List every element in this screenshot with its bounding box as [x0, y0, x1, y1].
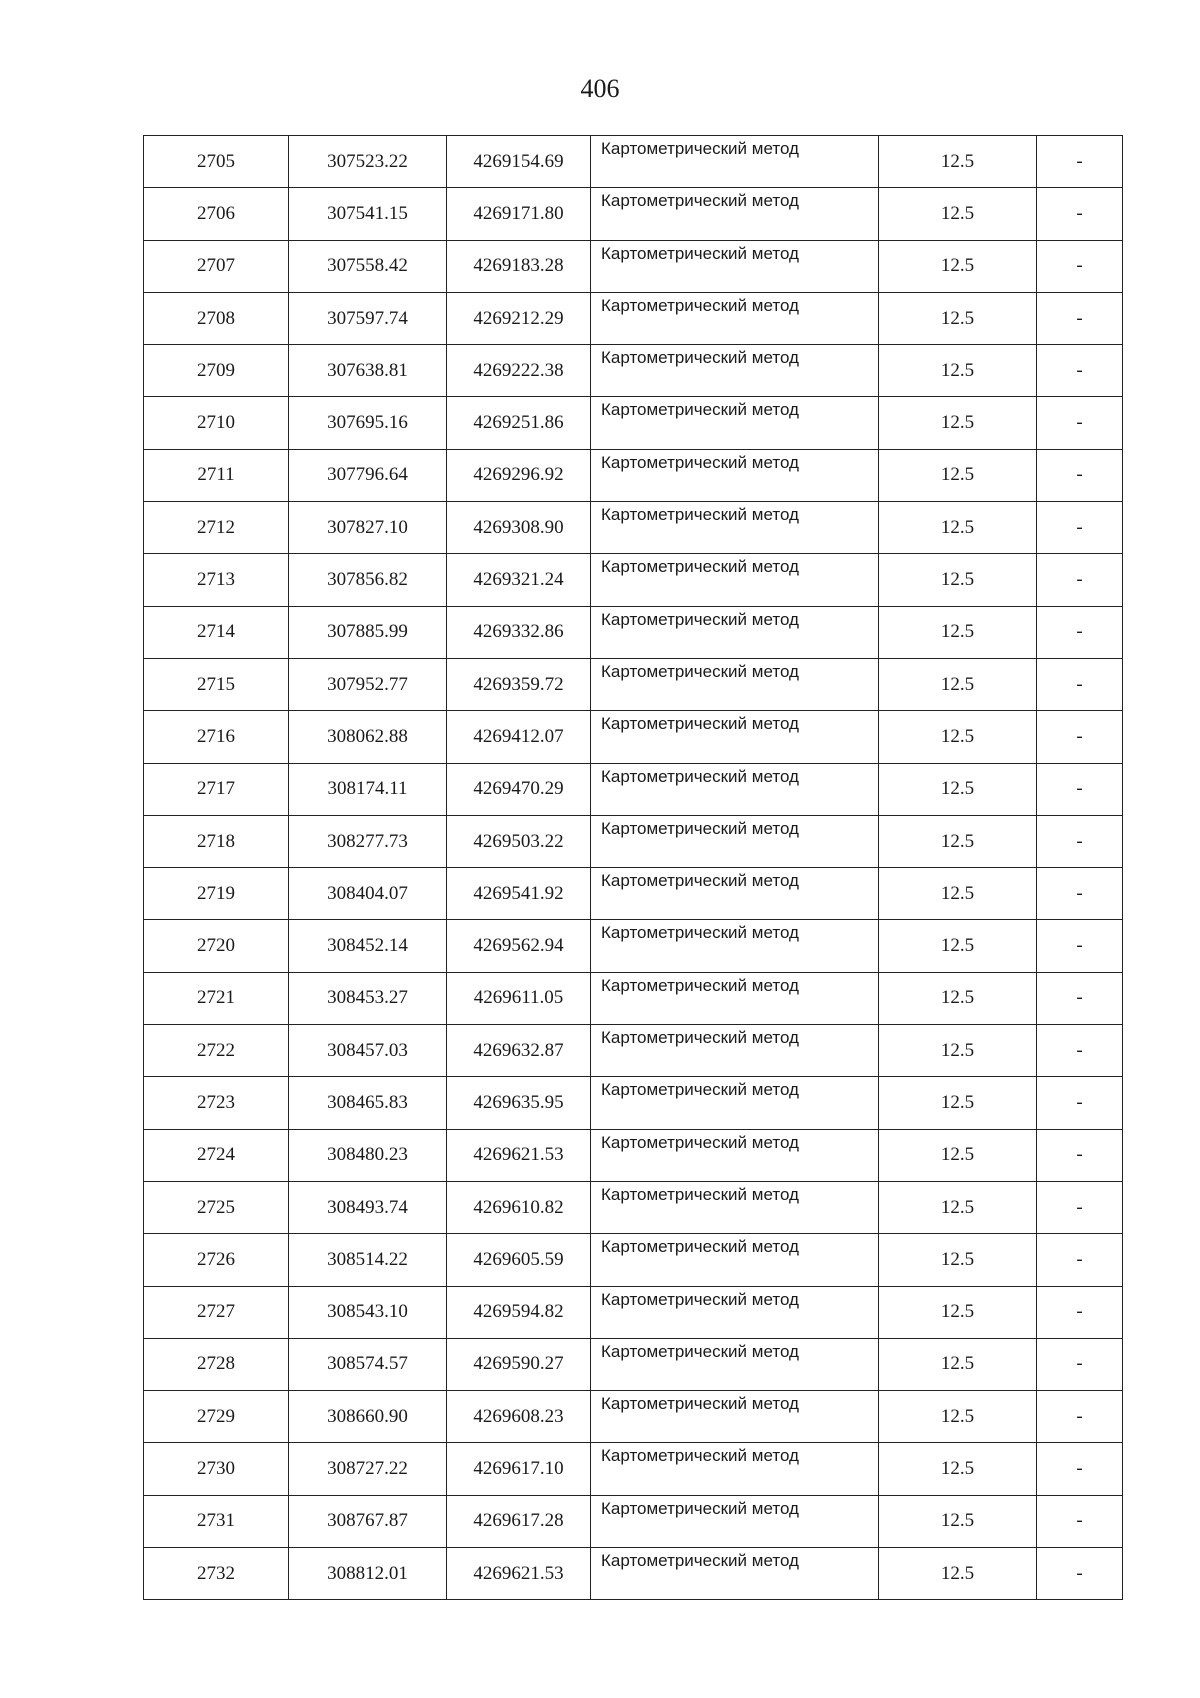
table-row — [144, 240, 1123, 292]
point-number-cell: 2712 — [144, 502, 289, 554]
method-cell: Картометрический метод — [591, 1286, 879, 1338]
y-coordinate-cell: 4269171.80 — [447, 188, 591, 240]
accuracy-cell: 12.5 — [879, 1443, 1037, 1495]
accuracy-cell: 12.5 — [879, 1234, 1037, 1286]
table-row — [144, 502, 1123, 554]
y-coordinate-cell: 4269610.82 — [447, 1181, 591, 1233]
x-coordinate-cell: 307796.64 — [289, 449, 447, 501]
table-row — [144, 397, 1123, 449]
point-number-cell: 2732 — [144, 1548, 289, 1600]
accuracy-cell: 12.5 — [879, 1129, 1037, 1181]
method-cell: Картометрический метод — [591, 345, 879, 397]
table-row — [144, 1025, 1123, 1077]
y-coordinate-cell: 4269541.92 — [447, 868, 591, 920]
note-cell: - — [1037, 292, 1123, 344]
table-row — [144, 920, 1123, 972]
x-coordinate-cell: 308174.11 — [289, 763, 447, 815]
point-number-cell: 2724 — [144, 1129, 289, 1181]
point-number-cell: 2718 — [144, 815, 289, 867]
accuracy-cell: 12.5 — [879, 1548, 1037, 1600]
accuracy-cell: 12.5 — [879, 1025, 1037, 1077]
point-number-cell: 2730 — [144, 1443, 289, 1495]
note-cell: - — [1037, 1391, 1123, 1443]
y-coordinate-cell: 4269296.92 — [447, 449, 591, 501]
x-coordinate-cell: 307695.16 — [289, 397, 447, 449]
method-cell: Картометрический метод — [591, 188, 879, 240]
table-row — [144, 972, 1123, 1024]
point-number-cell: 2720 — [144, 920, 289, 972]
x-coordinate-cell: 307885.99 — [289, 606, 447, 658]
point-number-cell: 2728 — [144, 1338, 289, 1390]
x-coordinate-cell: 308727.22 — [289, 1443, 447, 1495]
accuracy-cell: 12.5 — [879, 815, 1037, 867]
point-number-cell: 2717 — [144, 763, 289, 815]
accuracy-cell: 12.5 — [879, 1077, 1037, 1129]
accuracy-cell: 12.5 — [879, 136, 1037, 188]
point-number-cell: 2715 — [144, 658, 289, 710]
point-number-cell: 2727 — [144, 1286, 289, 1338]
accuracy-cell: 12.5 — [879, 658, 1037, 710]
accuracy-cell: 12.5 — [879, 554, 1037, 606]
note-cell: - — [1037, 815, 1123, 867]
method-cell: Картометрический метод — [591, 449, 879, 501]
accuracy-cell: 12.5 — [879, 188, 1037, 240]
point-number-cell: 2726 — [144, 1234, 289, 1286]
note-cell: - — [1037, 763, 1123, 815]
method-cell: Картометрический метод — [591, 711, 879, 763]
note-cell: - — [1037, 240, 1123, 292]
x-coordinate-cell: 308767.87 — [289, 1495, 447, 1547]
method-cell: Картометрический метод — [591, 763, 879, 815]
table-row — [144, 606, 1123, 658]
x-coordinate-cell: 308574.57 — [289, 1338, 447, 1390]
table-row — [144, 292, 1123, 344]
y-coordinate-cell: 4269621.53 — [447, 1129, 591, 1181]
y-coordinate-cell: 4269590.27 — [447, 1338, 591, 1390]
y-coordinate-cell: 4269332.86 — [447, 606, 591, 658]
note-cell: - — [1037, 1338, 1123, 1390]
point-number-cell: 2731 — [144, 1495, 289, 1547]
y-coordinate-cell: 4269222.38 — [447, 345, 591, 397]
table-row — [144, 815, 1123, 867]
y-coordinate-cell: 4269503.22 — [447, 815, 591, 867]
y-coordinate-cell: 4269183.28 — [447, 240, 591, 292]
note-cell: - — [1037, 868, 1123, 920]
x-coordinate-cell: 308812.01 — [289, 1548, 447, 1600]
y-coordinate-cell: 4269562.94 — [447, 920, 591, 972]
accuracy-cell: 12.5 — [879, 606, 1037, 658]
x-coordinate-cell: 307558.42 — [289, 240, 447, 292]
note-cell: - — [1037, 554, 1123, 606]
point-number-cell: 2722 — [144, 1025, 289, 1077]
method-cell: Картометрический метод — [591, 554, 879, 606]
note-cell: - — [1037, 711, 1123, 763]
table-row — [144, 1548, 1123, 1600]
table-row — [144, 711, 1123, 763]
note-cell: - — [1037, 502, 1123, 554]
x-coordinate-cell: 308660.90 — [289, 1391, 447, 1443]
coordinates-table-body — [144, 136, 1123, 1600]
y-coordinate-cell: 4269359.72 — [447, 658, 591, 710]
accuracy-cell: 12.5 — [879, 240, 1037, 292]
method-cell: Картометрический метод — [591, 972, 879, 1024]
point-number-cell: 2716 — [144, 711, 289, 763]
x-coordinate-cell: 308277.73 — [289, 815, 447, 867]
point-number-cell: 2714 — [144, 606, 289, 658]
table-row — [144, 763, 1123, 815]
x-coordinate-cell: 308543.10 — [289, 1286, 447, 1338]
table-row — [144, 554, 1123, 606]
x-coordinate-cell: 308457.03 — [289, 1025, 447, 1077]
point-number-cell: 2707 — [144, 240, 289, 292]
method-cell: Картометрический метод — [591, 1025, 879, 1077]
method-cell: Картометрический метод — [591, 606, 879, 658]
method-cell: Картометрический метод — [591, 1077, 879, 1129]
x-coordinate-cell: 307827.10 — [289, 502, 447, 554]
x-coordinate-cell: 308465.83 — [289, 1077, 447, 1129]
point-number-cell: 2710 — [144, 397, 289, 449]
x-coordinate-cell: 307856.82 — [289, 554, 447, 606]
accuracy-cell: 12.5 — [879, 868, 1037, 920]
y-coordinate-cell: 4269308.90 — [447, 502, 591, 554]
note-cell: - — [1037, 1234, 1123, 1286]
accuracy-cell: 12.5 — [879, 345, 1037, 397]
y-coordinate-cell: 4269617.10 — [447, 1443, 591, 1495]
note-cell: - — [1037, 658, 1123, 710]
y-coordinate-cell: 4269412.07 — [447, 711, 591, 763]
table-row — [144, 136, 1123, 188]
point-number-cell: 2719 — [144, 868, 289, 920]
x-coordinate-cell: 308453.27 — [289, 972, 447, 1024]
point-number-cell: 2709 — [144, 345, 289, 397]
method-cell: Картометрический метод — [591, 1391, 879, 1443]
accuracy-cell: 12.5 — [879, 1181, 1037, 1233]
y-coordinate-cell: 4269608.23 — [447, 1391, 591, 1443]
accuracy-cell: 12.5 — [879, 292, 1037, 344]
method-cell: Картометрический метод — [591, 815, 879, 867]
table-row — [144, 1443, 1123, 1495]
accuracy-cell: 12.5 — [879, 711, 1037, 763]
x-coordinate-cell: 308452.14 — [289, 920, 447, 972]
note-cell: - — [1037, 920, 1123, 972]
x-coordinate-cell: 308404.07 — [289, 868, 447, 920]
y-coordinate-cell: 4269594.82 — [447, 1286, 591, 1338]
point-number-cell: 2725 — [144, 1181, 289, 1233]
method-cell: Картометрический метод — [591, 1443, 879, 1495]
method-cell: Картометрический метод — [591, 136, 879, 188]
note-cell: - — [1037, 1495, 1123, 1547]
table-row — [144, 658, 1123, 710]
note-cell: - — [1037, 449, 1123, 501]
table-row — [144, 188, 1123, 240]
method-cell: Картометрический метод — [591, 868, 879, 920]
y-coordinate-cell: 4269321.24 — [447, 554, 591, 606]
page-number: 406 — [580, 74, 620, 103]
note-cell: - — [1037, 1443, 1123, 1495]
x-coordinate-cell: 308514.22 — [289, 1234, 447, 1286]
accuracy-cell: 12.5 — [879, 763, 1037, 815]
table-row — [144, 1129, 1123, 1181]
note-cell: - — [1037, 1129, 1123, 1181]
method-cell: Картометрический метод — [591, 1338, 879, 1390]
point-number-cell: 2721 — [144, 972, 289, 1024]
note-cell: - — [1037, 1548, 1123, 1600]
note-cell: - — [1037, 136, 1123, 188]
x-coordinate-cell: 308062.88 — [289, 711, 447, 763]
x-coordinate-cell: 308493.74 — [289, 1181, 447, 1233]
method-cell: Картометрический метод — [591, 397, 879, 449]
x-coordinate-cell: 307638.81 — [289, 345, 447, 397]
y-coordinate-cell: 4269212.29 — [447, 292, 591, 344]
method-cell: Картометрический метод — [591, 658, 879, 710]
table-row — [144, 1391, 1123, 1443]
point-number-cell: 2723 — [144, 1077, 289, 1129]
note-cell: - — [1037, 1286, 1123, 1338]
accuracy-cell: 12.5 — [879, 972, 1037, 1024]
accuracy-cell: 12.5 — [879, 1338, 1037, 1390]
point-number-cell: 2711 — [144, 449, 289, 501]
accuracy-cell: 12.5 — [879, 1495, 1037, 1547]
x-coordinate-cell: 307952.77 — [289, 658, 447, 710]
method-cell: Картометрический метод — [591, 292, 879, 344]
y-coordinate-cell: 4269605.59 — [447, 1234, 591, 1286]
method-cell: Картометрический метод — [591, 920, 879, 972]
accuracy-cell: 12.5 — [879, 397, 1037, 449]
table-row — [144, 449, 1123, 501]
y-coordinate-cell: 4269154.69 — [447, 136, 591, 188]
point-number-cell: 2713 — [144, 554, 289, 606]
note-cell: - — [1037, 972, 1123, 1024]
y-coordinate-cell: 4269617.28 — [447, 1495, 591, 1547]
accuracy-cell: 12.5 — [879, 502, 1037, 554]
table-row — [144, 1181, 1123, 1233]
accuracy-cell: 12.5 — [879, 449, 1037, 501]
table-row — [144, 868, 1123, 920]
y-coordinate-cell: 4269632.87 — [447, 1025, 591, 1077]
note-cell: - — [1037, 345, 1123, 397]
table-row — [144, 1286, 1123, 1338]
table-row — [144, 1495, 1123, 1547]
table-row — [144, 1077, 1123, 1129]
y-coordinate-cell: 4269251.86 — [447, 397, 591, 449]
table-row — [144, 345, 1123, 397]
method-cell: Картометрический метод — [591, 1129, 879, 1181]
coordinates-table — [143, 135, 1123, 1600]
y-coordinate-cell: 4269635.95 — [447, 1077, 591, 1129]
point-number-cell: 2705 — [144, 136, 289, 188]
note-cell: - — [1037, 1077, 1123, 1129]
method-cell: Картометрический метод — [591, 1495, 879, 1547]
note-cell: - — [1037, 188, 1123, 240]
x-coordinate-cell: 307541.15 — [289, 188, 447, 240]
accuracy-cell: 12.5 — [879, 1286, 1037, 1338]
method-cell: Картометрический метод — [591, 1234, 879, 1286]
point-number-cell: 2708 — [144, 292, 289, 344]
y-coordinate-cell: 4269611.05 — [447, 972, 591, 1024]
table-row — [144, 1234, 1123, 1286]
accuracy-cell: 12.5 — [879, 1391, 1037, 1443]
method-cell: Картометрический метод — [591, 1181, 879, 1233]
note-cell: - — [1037, 1181, 1123, 1233]
y-coordinate-cell: 4269470.29 — [447, 763, 591, 815]
method-cell: Картометрический метод — [591, 1548, 879, 1600]
point-number-cell: 2706 — [144, 188, 289, 240]
x-coordinate-cell: 307597.74 — [289, 292, 447, 344]
note-cell: - — [1037, 606, 1123, 658]
method-cell: Картометрический метод — [591, 502, 879, 554]
point-number-cell: 2729 — [144, 1391, 289, 1443]
table-row — [144, 1338, 1123, 1390]
x-coordinate-cell: 307523.22 — [289, 136, 447, 188]
method-cell: Картометрический метод — [591, 240, 879, 292]
y-coordinate-cell: 4269621.53 — [447, 1548, 591, 1600]
note-cell: - — [1037, 397, 1123, 449]
note-cell: - — [1037, 1025, 1123, 1077]
accuracy-cell: 12.5 — [879, 920, 1037, 972]
x-coordinate-cell: 308480.23 — [289, 1129, 447, 1181]
